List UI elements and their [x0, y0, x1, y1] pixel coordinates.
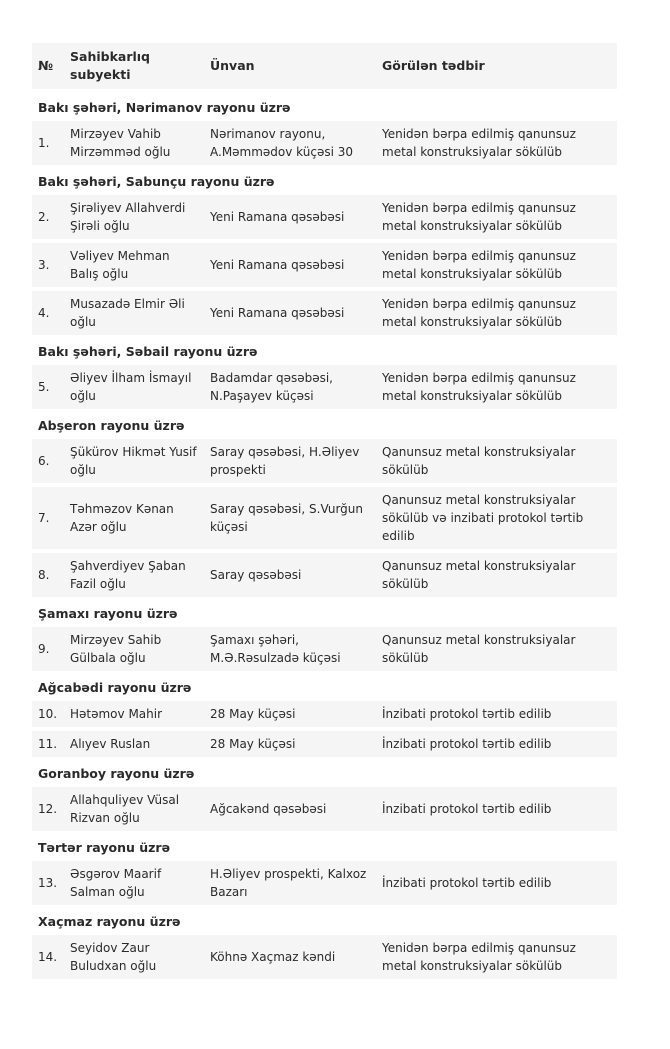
row-number: 3.: [32, 243, 64, 291]
section-row: [32, 413, 617, 439]
row-action: İnzibati protokol tərtib edilib: [376, 861, 617, 909]
row-subject: Əliyev İlham İsmayıl oğlu: [64, 365, 204, 413]
row-address: Nərimanov rayonu, A.Məmmədov küçəsi 30: [204, 121, 376, 169]
section-title: Tərtər rayonu üzrə: [32, 835, 617, 861]
row-address: Badamdar qəsəbəsi, N.Paşayev küçəsi: [204, 365, 376, 413]
row-subject: Əsgərov Maarif Salman oğlu: [64, 861, 204, 909]
section-row: [32, 169, 617, 195]
row-number: 5.: [32, 365, 64, 413]
row-action: İnzibati protokol tərtib edilib: [376, 787, 617, 835]
inspection-table: [32, 43, 617, 983]
row-subject: Alıyev Ruslan: [64, 731, 204, 761]
row-subject: Şirəliyev Allahverdi Şirəli oğlu: [64, 195, 204, 243]
section-title: Bakı şəhəri, Səbail rayonu üzrə: [32, 339, 617, 365]
table-row: [32, 291, 617, 339]
section-row: [32, 339, 617, 365]
row-number: 6.: [32, 439, 64, 487]
section-row: [32, 601, 617, 627]
row-address: Yeni Ramana qəsəbəsi: [204, 195, 376, 243]
row-address: Yeni Ramana qəsəbəsi: [204, 243, 376, 291]
section-title: Bakı şəhəri, Sabunçu rayonu üzrə: [32, 169, 617, 195]
row-subject: Təhməzov Kənan Azər oğlu: [64, 487, 204, 553]
row-action: Qanunsuz metal konstruksiyalar sökülüb: [376, 553, 617, 601]
row-action: Yenidən bərpa edilmiş qanunsuz metal konstruksiyalar sökülüb: [376, 243, 617, 291]
row-number: 9.: [32, 627, 64, 675]
section-title: Goranboy rayonu üzrə: [32, 761, 617, 787]
section-row: [32, 909, 617, 935]
section-title: Xaçmaz rayonu üzrə: [32, 909, 617, 935]
row-address: 28 May küçəsi: [204, 701, 376, 731]
inspection-table-container: [32, 43, 617, 983]
row-action: Yenidən bərpa edilmiş qanunsuz metal konstruksiyalar sökülüb: [376, 365, 617, 413]
table-row: [32, 861, 617, 909]
row-subject: Musazadə Elmir Əli oğlu: [64, 291, 204, 339]
row-number: 8.: [32, 553, 64, 601]
row-subject: Mirzəyev Sahib Gülbala oğlu: [64, 627, 204, 675]
section-row: [32, 835, 617, 861]
table-row: [32, 365, 617, 413]
row-subject: Allahquliyev Vüsal Rizvan oğlu: [64, 787, 204, 835]
row-address: H.Əliyev prospekti, Kalxoz Bazarı: [204, 861, 376, 909]
row-address: Yeni Ramana qəsəbəsi: [204, 291, 376, 339]
row-action: İnzibati protokol tərtib edilib: [376, 701, 617, 731]
row-number: 14.: [32, 935, 64, 983]
header-row: [32, 43, 617, 95]
row-number: 1.: [32, 121, 64, 169]
row-address: Şamaxı şəhəri, M.Ə.Rəsulzadə küçəsi: [204, 627, 376, 675]
row-subject: Seyidov Zaur Buludxan oğlu: [64, 935, 204, 983]
row-address: Ağcakənd qəsəbəsi: [204, 787, 376, 835]
row-number: 13.: [32, 861, 64, 909]
table-row: [32, 439, 617, 487]
table-row: [32, 787, 617, 835]
table-row: [32, 731, 617, 761]
header-subject: Sahibkarlıq subyekti: [64, 43, 204, 95]
row-action: Yenidən bərpa edilmiş qanunsuz metal konstruksiyalar sökülüb: [376, 195, 617, 243]
row-number: 11.: [32, 731, 64, 761]
section-title: Abşeron rayonu üzrə: [32, 413, 617, 439]
row-address: 28 May küçəsi: [204, 731, 376, 761]
table-header: [32, 43, 617, 95]
row-number: 10.: [32, 701, 64, 731]
row-subject: Şahverdiyev Şaban Fazil oğlu: [64, 553, 204, 601]
row-subject: Vəliyev Mehman Balış oğlu: [64, 243, 204, 291]
row-action: Yenidən bərpa edilmiş qanunsuz metal konstruksiyalar sökülüb: [376, 291, 617, 339]
section-title: Ağcabədi rayonu üzrə: [32, 675, 617, 701]
section-row: [32, 761, 617, 787]
row-subject: Şükürov Hikmət Yusif oğlu: [64, 439, 204, 487]
row-action: Qanunsuz metal konstruksiyalar sökülüb: [376, 439, 617, 487]
row-subject: Hətəmov Mahir: [64, 701, 204, 731]
table-row: [32, 701, 617, 731]
table-row: [32, 935, 617, 983]
row-action: Qanunsuz metal konstruksiyalar sökülüb və inzibati protokol tərtib edilib: [376, 487, 617, 553]
section-row: [32, 675, 617, 701]
section-row: [32, 95, 617, 121]
table-row: [32, 627, 617, 675]
table-body: [32, 95, 617, 983]
header-num: №: [32, 43, 64, 95]
row-number: 12.: [32, 787, 64, 835]
table-row: [32, 121, 617, 169]
row-number: 7.: [32, 487, 64, 553]
header-address: Ünvan: [204, 43, 376, 95]
header-action: Görülən tədbir: [376, 43, 617, 95]
row-number: 4.: [32, 291, 64, 339]
section-title: Bakı şəhəri, Nərimanov rayonu üzrə: [32, 95, 617, 121]
row-subject: Mirzəyev Vahib Mirzəmməd oğlu: [64, 121, 204, 169]
row-action: İnzibati protokol tərtib edilib: [376, 731, 617, 761]
section-title: Şamaxı rayonu üzrə: [32, 601, 617, 627]
row-number: 2.: [32, 195, 64, 243]
table-row: [32, 553, 617, 601]
table-row: [32, 195, 617, 243]
row-action: Yenidən bərpa edilmiş qanunsuz metal konstruksiyalar sökülüb: [376, 935, 617, 983]
row-address: Saray qəsəbəsi: [204, 553, 376, 601]
row-address: Saray qəsəbəsi, S.Vurğun küçəsi: [204, 487, 376, 553]
row-address: Saray qəsəbəsi, H.Əliyev prospekti: [204, 439, 376, 487]
row-address: Köhnə Xaçmaz kəndi: [204, 935, 376, 983]
row-action: Yenidən bərpa edilmiş qanunsuz metal konstruksiyalar sökülüb: [376, 121, 617, 169]
row-action: Qanunsuz metal konstruksiyalar sökülüb: [376, 627, 617, 675]
table-row: [32, 243, 617, 291]
table-row: [32, 487, 617, 553]
